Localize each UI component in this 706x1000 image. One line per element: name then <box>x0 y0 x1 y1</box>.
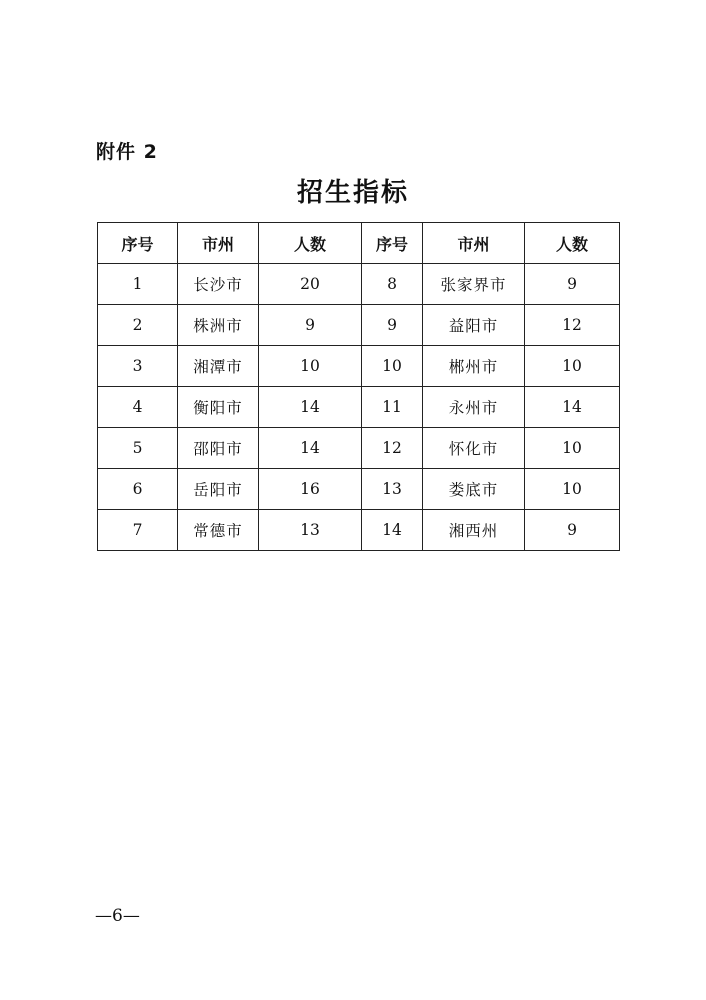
cell-index: 9 <box>362 305 423 346</box>
cell-index: 2 <box>98 305 178 346</box>
page-number: —6— <box>95 906 140 926</box>
cell-index: 6 <box>98 469 178 510</box>
cell-count: 16 <box>259 469 362 510</box>
cell-count: 10 <box>525 428 620 469</box>
table-row <box>98 346 620 387</box>
cell-count: 10 <box>525 346 620 387</box>
cell-count: 13 <box>259 510 362 551</box>
cell-city: 湘西州 <box>423 510 525 551</box>
cell-count: 14 <box>259 387 362 428</box>
table-row <box>98 264 620 305</box>
cell-city: 常德市 <box>178 510 259 551</box>
cell-count: 20 <box>259 264 362 305</box>
cell-index: 5 <box>98 428 178 469</box>
table-header-row <box>98 223 620 264</box>
cell-city: 衡阳市 <box>178 387 259 428</box>
cell-count: 9 <box>525 264 620 305</box>
cell-city: 张家界市 <box>423 264 525 305</box>
cell-index: 14 <box>362 510 423 551</box>
enrollment-quota-table <box>97 222 620 551</box>
column-header-count: 人数 <box>259 223 362 264</box>
table-row <box>98 428 620 469</box>
cell-count: 14 <box>525 387 620 428</box>
cell-city: 益阳市 <box>423 305 525 346</box>
cell-count: 9 <box>259 305 362 346</box>
cell-index: 10 <box>362 346 423 387</box>
cell-index: 11 <box>362 387 423 428</box>
table-row <box>98 469 620 510</box>
cell-city: 岳阳市 <box>178 469 259 510</box>
cell-city: 永州市 <box>423 387 525 428</box>
cell-count: 14 <box>259 428 362 469</box>
cell-city: 郴州市 <box>423 346 525 387</box>
cell-count: 9 <box>525 510 620 551</box>
cell-index: 13 <box>362 469 423 510</box>
column-header-count: 人数 <box>525 223 620 264</box>
attachment-label: 附件 2 <box>96 141 158 163</box>
table-row <box>98 387 620 428</box>
cell-city: 湘潭市 <box>178 346 259 387</box>
cell-city: 怀化市 <box>423 428 525 469</box>
column-header-index: 序号 <box>362 223 423 264</box>
column-header-city: 市州 <box>423 223 525 264</box>
column-header-city: 市州 <box>178 223 259 264</box>
cell-city: 株洲市 <box>178 305 259 346</box>
table-row <box>98 305 620 346</box>
cell-index: 4 <box>98 387 178 428</box>
table-row <box>98 510 620 551</box>
cell-city: 邵阳市 <box>178 428 259 469</box>
cell-index: 1 <box>98 264 178 305</box>
page-title: 招生指标 <box>296 178 409 208</box>
column-header-index: 序号 <box>98 223 178 264</box>
cell-city: 长沙市 <box>178 264 259 305</box>
cell-index: 3 <box>98 346 178 387</box>
cell-city: 娄底市 <box>423 469 525 510</box>
cell-count: 10 <box>259 346 362 387</box>
cell-count: 12 <box>525 305 620 346</box>
cell-index: 12 <box>362 428 423 469</box>
cell-index: 8 <box>362 264 423 305</box>
cell-index: 7 <box>98 510 178 551</box>
cell-count: 10 <box>525 469 620 510</box>
